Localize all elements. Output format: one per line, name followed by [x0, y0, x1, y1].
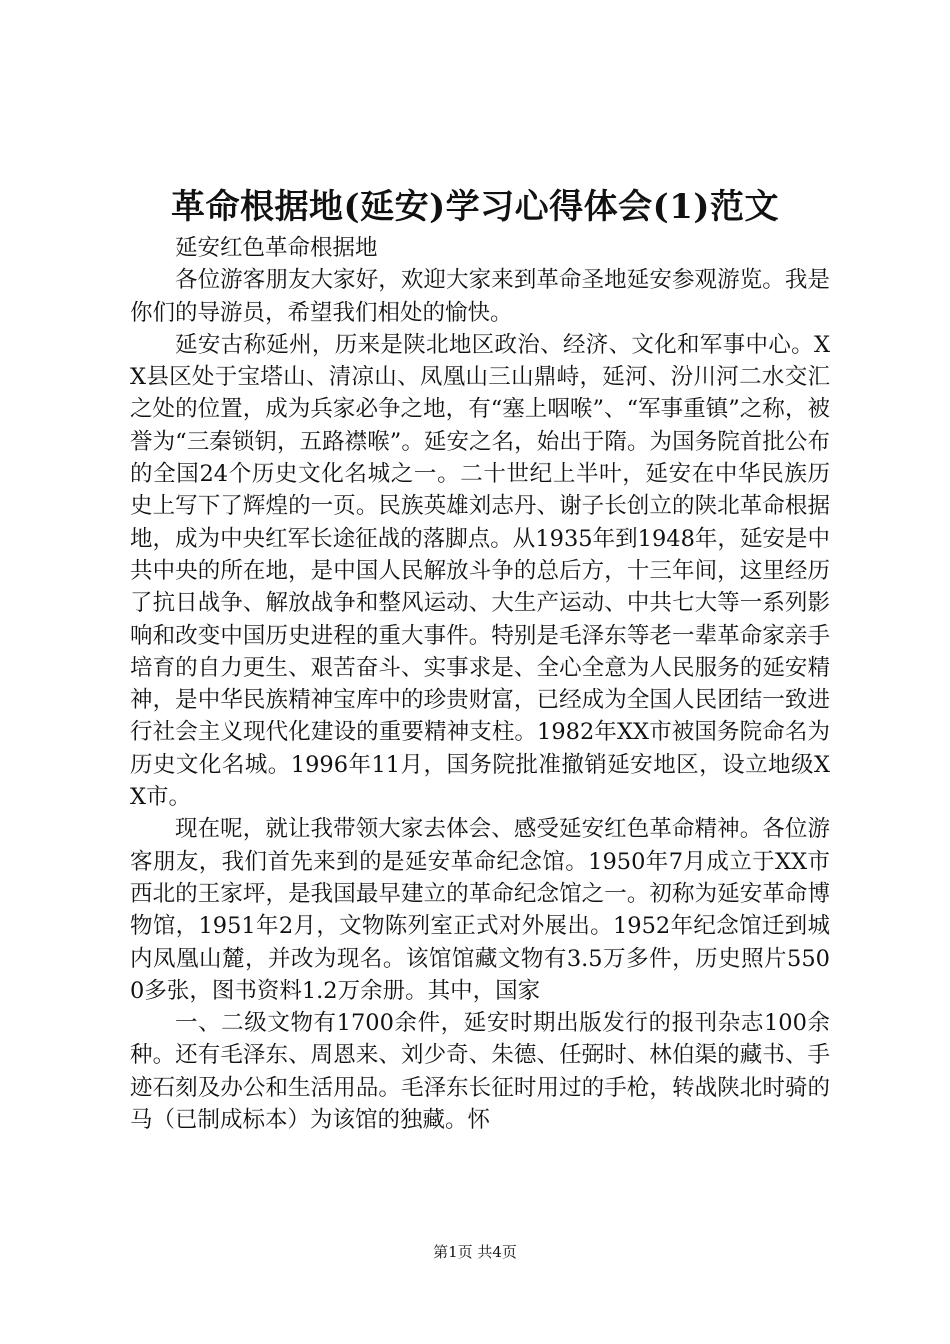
document-body [130, 232, 830, 1136]
document-title: 革命根据地(延安)学习心得体会(1)范文 [170, 187, 779, 227]
paragraph: 现在呢，就让我带领大家去体会、感受延安红色革命精神。各位游客朋友，我们首先来到的是延安革命纪念馆。1950年7月成立于XX市西北的王家坪，是我国最早建立的革命纪念馆之一。初称为延安革命博物馆，1951年2月，文物陈列室正式对外展出。1952年纪念馆迁到城内凤凰山麓，并改为现名。该馆馆藏文物有3.5万多件，历史照片5500多张，图书资料1.2万余册。其中，国家 [130, 816, 830, 1004]
paragraph: 一、二级文物有1700余件，延安时期出版发行的报刊杂志100余种。还有毛泽东、周恩来、刘少奇、朱德、任弼时、林伯渠的藏书、手迹石刻及办公和生活用品。毛泽东长征时用过的手枪，转战陕北时骑的马（已制成标本）为该馆的独藏。怀 [130, 1010, 830, 1134]
page-footer: 第1页 共4页 [433, 1243, 517, 1261]
paragraph: 延安古称延州，历来是陕北地区政治、经济、文化和军事中心。XX县区处于宝塔山、清凉山、凤凰山三山鼎峙，延河、汾川河二水交汇之处的位置，成为兵家必争之地，有“塞上咽喉”、“军事重镇”之称，被誉为“三秦锁钥，五路襟喉”。延安之名，始出于隋。为国务院首批公布的全国24个历史文化名城之一。二十世纪上半叶，延安在中华民族历史上写下了辉煌的一页。民族英雄刘志丹、谢子长创立的陕北革命根据地，成为中央红军长途征战的落脚点。从1935年到1948年，延安是中共中央的所在地，是中国人民解放斗争的总后方，十三年间，这里经历了抗日战争、解放战争和整风运动、大生产运动、中共七大等一系列影响和改变中国历史进程的重大事件。特别是毛泽东等老一辈革命家亲手培育的自力更生、艰苦奋斗、实事求是、全心全意为人民服务的延安精神，是中华民族精神宝库中的珍贵财富，已经成为全国人民团结一致进行社会主义现代化建设的重要精神支柱。1982年XX市被国务院命名为历史文化名城。1996年11月，国务院批准撤销延安地区，设立地级XX市。 [130, 331, 830, 811]
paragraph: 各位游客朋友大家好，欢迎大家来到革命圣地延安参观游览。我是你们的导游员，希望我们相处的愉快。 [130, 267, 830, 326]
paragraph: 延安红色革命根据地 [175, 235, 378, 261]
